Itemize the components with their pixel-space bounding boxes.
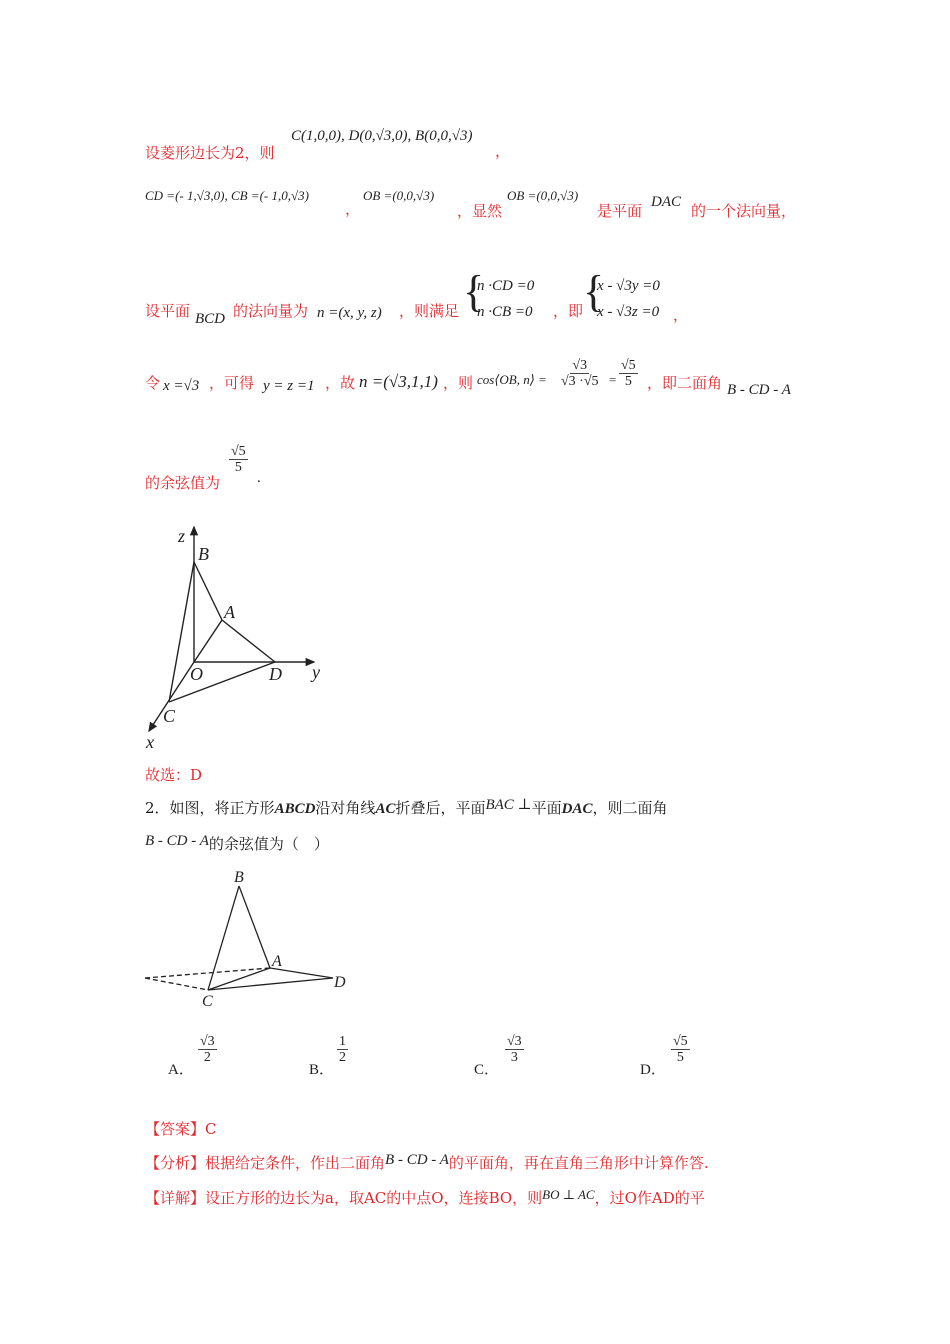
answer-value: C (205, 1120, 217, 1138)
label-c: C (163, 706, 176, 726)
option-fraction (671, 1034, 690, 1066)
detail-text: 设正方形的边长为a，取AC的中点O，连接BO，则 (205, 1189, 543, 1207)
math-b-cd-a: B - CD - A (385, 1152, 449, 1168)
text-cosine-question: 的余弦值为（ ） (208, 835, 329, 853)
coordinate-figure (130, 515, 350, 755)
option-label: B． (309, 1062, 335, 1078)
text-side-length: 设菱形边长为2，则 (145, 144, 275, 162)
label-y: y (312, 662, 320, 682)
math-abcd: ABCD (274, 801, 316, 817)
text-normal-vector: 的一个法向量， (691, 202, 797, 220)
numerator: √5 (231, 444, 246, 459)
denominator: 2 (339, 1050, 346, 1066)
solution-line-2 (145, 186, 845, 222)
question-2-line-2 (145, 833, 329, 859)
text-then: ，则 (443, 374, 474, 392)
text-set-plane: 设平面 (145, 302, 191, 320)
analysis-text: 的平面角，再在直角三角形中计算作答. (448, 1154, 709, 1172)
left-brace: { (583, 267, 605, 316)
question-2-line-1 (145, 797, 668, 823)
label-d: D (334, 974, 346, 991)
math-dac: DAC (561, 801, 593, 817)
math-bac-perp: BAC ⊥ (485, 797, 532, 813)
label-o: O (190, 664, 203, 684)
math-y-z: y = z =1 (263, 378, 315, 394)
option-fraction (337, 1034, 348, 1066)
fraction (619, 358, 638, 390)
detail-tag: 【详解】 (145, 1189, 206, 1207)
solution-line-4 (145, 354, 845, 404)
math-bcd: BCD (195, 311, 225, 327)
solution-line-5 (145, 444, 445, 494)
analysis-text: 根据给定条件，作出二面角 (205, 1154, 386, 1172)
equation: x - √3z =0 (597, 303, 660, 320)
text-obviously: ，显然 (457, 202, 503, 220)
text: 平面 (531, 799, 562, 817)
text-cosine-value: 的余弦值为 (145, 474, 221, 492)
numerator: √3 (507, 1034, 522, 1049)
text-normal-vector-is: 的法向量为 (233, 302, 309, 320)
numerator: √5 (621, 358, 636, 373)
label-c: C (202, 993, 213, 1010)
fraction (559, 358, 601, 390)
label-b: B (198, 544, 209, 564)
option-fraction (505, 1034, 524, 1066)
text-namely: ，即 (553, 302, 584, 320)
text: 沿对角线 (315, 799, 376, 817)
detail-row (145, 1187, 705, 1208)
math-dac: DAC (651, 194, 681, 210)
math-bo-perp-ac: BO ⊥ AC (542, 1187, 595, 1202)
question-number: 2． (145, 799, 170, 817)
solution-line-3 (145, 268, 845, 332)
text: 如图，将正方形 (169, 799, 275, 817)
text-therefore: ，故 (325, 374, 356, 392)
comma: ， (673, 306, 689, 324)
math-n-xyz: n =(x, y, z) (317, 305, 382, 321)
folded-square-figure (140, 865, 360, 1015)
denominator: 3 (510, 1050, 518, 1066)
equation-system-1 (477, 274, 534, 325)
option-label: A． (168, 1062, 194, 1078)
fraction (229, 444, 248, 476)
period: . (257, 470, 261, 486)
denominator: 5 (624, 374, 632, 390)
numerator: 1 (339, 1034, 346, 1049)
option-label: C． (474, 1062, 500, 1078)
analysis-row (145, 1152, 709, 1173)
label-a: A (224, 602, 235, 622)
math-vectors-cd-cb: CD =(- 1,√3,0), CB =(- 1,0,√3) (145, 188, 309, 203)
label-x: x (146, 732, 154, 752)
equation-system-2 (597, 274, 660, 325)
text-let: 令 (145, 374, 161, 392)
answer-choice: 故选：D (145, 766, 203, 784)
equation: x - √3y =0 (597, 278, 660, 294)
numerator: √5 (673, 1034, 688, 1049)
math-n-vector: n =(√3,1,1) (359, 372, 438, 391)
answer-tag: 【答案】 (145, 1120, 206, 1138)
denominator: 5 (234, 460, 242, 476)
option-label: D． (640, 1062, 666, 1078)
math-b-cd-a: B - CD - A (145, 833, 209, 849)
option-fraction (198, 1034, 217, 1066)
text-can-get: ，可得 (209, 374, 255, 392)
math-cos: cos⟨OB, n⟩ = (477, 372, 547, 387)
text-satisfy: ，则满足 (399, 302, 460, 320)
text-dihedral-angle: ，即二面角 (647, 374, 723, 392)
numerator: √3 (200, 1034, 215, 1049)
label-d: D (269, 664, 282, 684)
label-a: A (272, 953, 282, 970)
analysis-tag: 【分析】 (145, 1154, 206, 1172)
comma: ， (495, 142, 511, 160)
equation: n ·CD =0 (477, 278, 535, 294)
equals: = (609, 372, 617, 387)
math-ac: AC (375, 801, 396, 817)
left-brace: { (463, 267, 485, 316)
label-b: B (234, 869, 244, 886)
detail-text: ，过O作AD的平 (594, 1189, 705, 1207)
denominator: √3 ·√5 (561, 374, 599, 390)
text-is-plane: 是平面 (597, 202, 643, 220)
math-b-cd-a: B - CD - A (727, 382, 791, 398)
math-vector-ob: OB =(0,0,√3) (363, 188, 435, 203)
denominator: 5 (676, 1050, 684, 1066)
math-coordinates: C(1,0,0), D(0,√3,0), B(0,0,√3) (291, 128, 473, 144)
answer-row (145, 1118, 217, 1139)
denominator: 2 (203, 1050, 211, 1066)
comma: ， (345, 200, 361, 218)
label-z: z (178, 526, 186, 546)
math-vector-ob-2: OB =(0,0,√3) (507, 188, 579, 203)
text: ，则二面角 (592, 799, 668, 817)
numerator: √3 (572, 358, 588, 373)
equation: n ·CB =0 (477, 303, 533, 320)
text: 折叠后，平面 (395, 799, 486, 817)
math-x-value: x =√3 (163, 378, 200, 394)
